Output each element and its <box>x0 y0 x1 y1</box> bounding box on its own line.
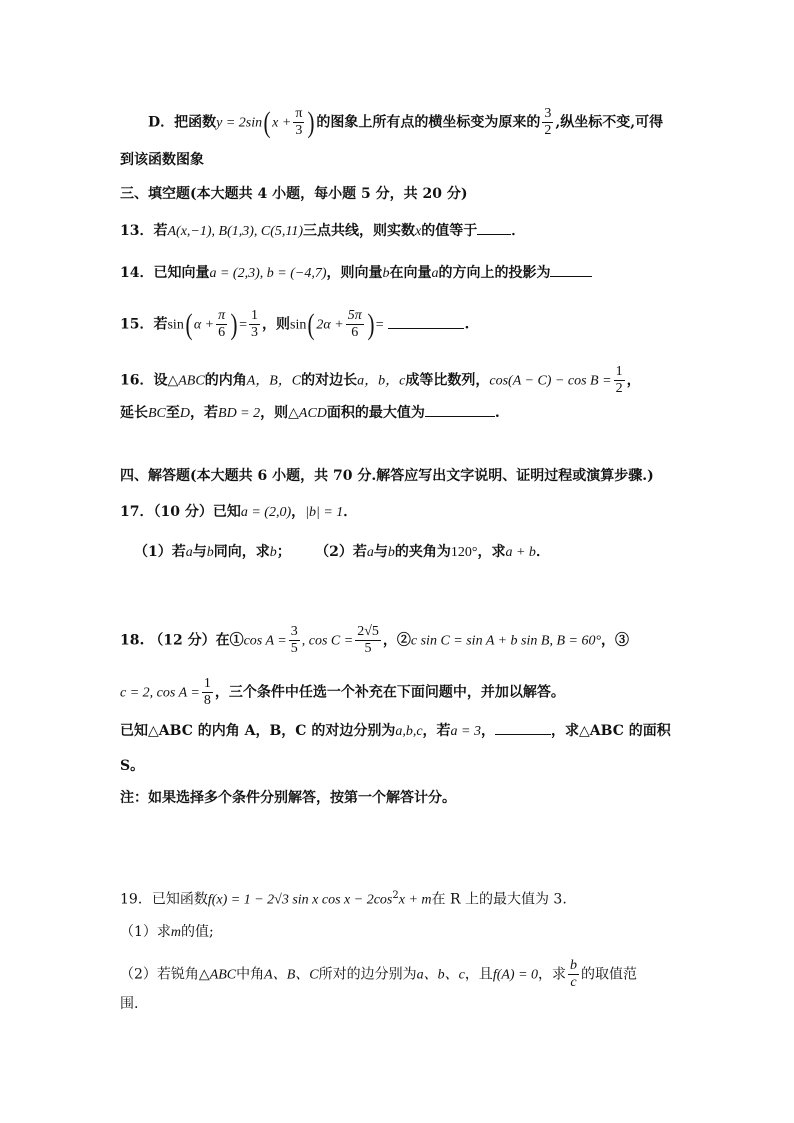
question-16-line2: 延长BC至D，若BD = 2，则△ACD面积的最大值为 . <box>120 402 500 424</box>
question-19-part1: （1）求m的值; <box>120 924 214 940</box>
left-paren: ( <box>263 105 271 139</box>
fraction-2sqrt5-5: $\frac{2√5}{5}$ <box>357 624 379 656</box>
right-paren: ) <box>307 105 315 139</box>
question-18-line4: S。 <box>120 758 145 774</box>
question-19-line3: 围. <box>120 996 139 1012</box>
question-14: 14．已知向量a = (2,3), b = (−4,7)，则向量b在向量a的方向上的投影为 <box>120 262 592 284</box>
fraction-1-8: $\frac{1}{8}$ <box>203 676 211 708</box>
fraction-1-3: $\frac{1}{3}$ <box>251 308 259 340</box>
section3-title: 三、填空题(本大题共 4 小题，每小题 5 分，共 20 分) <box>120 186 468 202</box>
section4-title: 四、解答题(本大题共 6 小题，共 70 分.解答应写出文字说明、证明过程或演算步骤.) <box>120 468 654 484</box>
fraction-3-5: $\frac{3}{5}$ <box>290 624 298 656</box>
question-17-parts: （1）若a与b同向，求b； （2）若a与b的夹角为120°，求a + b． <box>134 544 550 560</box>
answer-blank <box>425 402 495 417</box>
answer-blank <box>550 262 592 277</box>
fraction-pi-3: $\frac{\pi}{3}$ <box>295 106 303 138</box>
question-18-line2: c = 2, cos A = $\frac{1}{8}$ ，三个条件中任选一个补充在下面问题中，并加以解答。 <box>120 676 565 708</box>
question-18-line3: 已知△ABC 的内角 A，B，C 的对边分别为a,b,c，若a = 3， ，求△ABC 的面积 <box>120 720 671 742</box>
question-15: 15．若sin( α + $\frac{\pi}{6}$ ) = $\frac{1}{3}$ ，则sin( 2α + $\frac{5\pi}{6}$ ) = . <box>120 307 470 341</box>
question-19-part2: （2）若锐角△ABC中角A、B、C所对的边分别为a、b、c，且f(A) = 0，求 $\frac{b}{c}$ 的取值范 <box>120 958 638 990</box>
question-17: 17．（10 分）已知a = (2,0)，|b| = 1． <box>120 504 358 520</box>
answer-blank <box>495 720 551 735</box>
question-18: 18. （12 分）在①cos A = $\frac{3}{5}$ , cos C = $\frac{2√5}{5}$ ，②c sin C = sin A + b sin B, B = 60°，③ <box>120 624 630 656</box>
fraction-1-2: $\frac{1}{2}$ <box>615 364 623 396</box>
answer-blank <box>477 220 511 235</box>
q12-option-d: D．把函数y = 2sin( x + $\frac{\pi}{3}$ ) 的图象上所有点的横坐标变为原来的 $\frac{3}{2}$ ,纵坐标不变,可得 <box>148 105 664 139</box>
question-16: 16．设△ABC的内角A，B，C的对边长a，b，c成等比数列，cos(A − C) − cos B = $\frac{1}{2}$ ， <box>120 364 641 396</box>
question-18-note: 注：如果选择多个条件分别解答，按第一个解答计分。 <box>120 790 456 806</box>
fraction-pi-6: $\frac{\pi}{6}$ <box>218 308 226 340</box>
answer-blank <box>388 314 464 329</box>
fraction-5pi-6: $\frac{5\pi}{6}$ <box>347 308 362 340</box>
q12-option-d-line2: 到该函数图象 <box>120 152 204 168</box>
question-19: 19．已知函数f(x) = 1 − 2√3 sin x $\cos x - 2\cos^2x + m$在 R 上的最大值为 3. <box>120 890 567 908</box>
fraction-b-c: $\frac{b}{c}$ <box>570 958 578 990</box>
fraction-3-2: $\frac{3}{2}$ <box>544 106 552 138</box>
question-13: 13．若A(x,−1), B(1,3), C(5,11)三点共线，则实数x的值等于 ． <box>120 220 525 242</box>
